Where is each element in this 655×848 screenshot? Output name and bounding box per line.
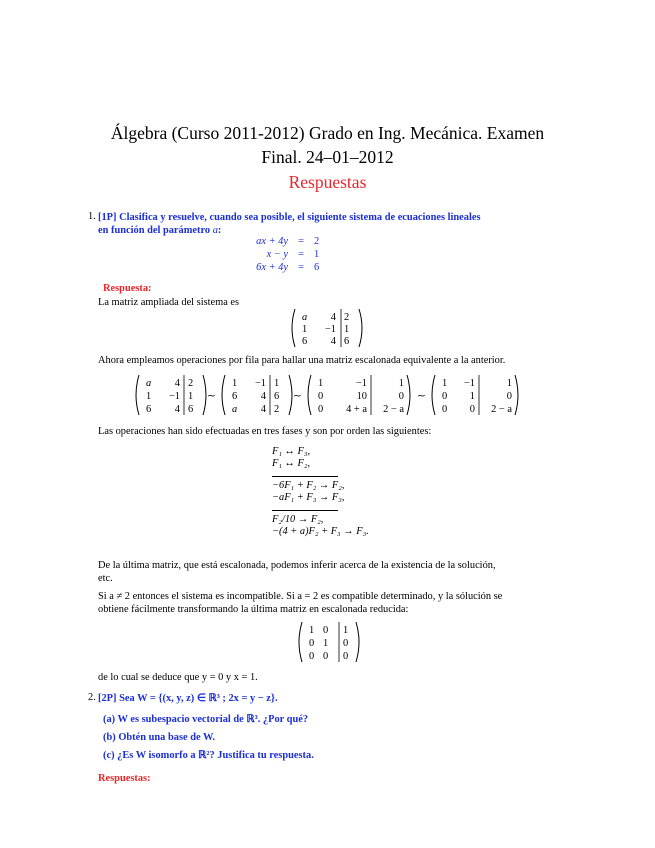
- matrix-cell: 1: [302, 324, 308, 335]
- matrix-cell: 0: [309, 651, 315, 662]
- q1-paragraph-5a: Si a ≠ 2 entonces el sistema es incompatible. Si a = 2 es compatible determinado, y la sólución se: [98, 591, 503, 602]
- q2-item-text: Obtén una base de W.: [118, 732, 216, 743]
- matrix-cell: 0: [323, 651, 329, 662]
- matrix-cell: 6: [274, 391, 280, 402]
- matrix-cell: 4: [260, 391, 266, 402]
- q1-paragraph-5b: obtiene fácilmente transformando la última matriz en escalonada reducida:: [98, 604, 409, 615]
- q2-item-label: (b): [103, 732, 116, 743]
- matrix-cell: 2 − a: [491, 404, 512, 415]
- q1-statement-line1: [98, 211, 481, 224]
- matrix-cell: 1: [318, 378, 324, 389]
- matrix-cell: −1: [168, 391, 180, 402]
- matrix-cell: 1: [274, 378, 280, 389]
- op-line: F₂/10 → F₂,: [272, 514, 324, 525]
- matrix-cell: 1: [309, 625, 315, 636]
- q2-item-a: [103, 713, 308, 726]
- row-operations: [272, 446, 369, 538]
- q1-colon: :: [217, 225, 222, 236]
- q1-tag: [1P]: [98, 212, 117, 223]
- matrix-cell: a: [232, 404, 238, 415]
- op-separator: [272, 510, 338, 511]
- q2-item-c: [103, 749, 314, 762]
- q2-item-text: ¿Es W isomorfo a ℝ²? Justifica tu respuesta.: [117, 750, 314, 761]
- q2-statement: Sea W = {(x, y, z) ∈ ℝ³ ; 2x = y − z}.: [119, 693, 278, 704]
- matrix-cell: 2: [188, 378, 194, 389]
- equation-row: ax + 4y = 2: [256, 236, 320, 247]
- sim-symbol: ∼: [293, 391, 302, 402]
- q2-statement-line: [98, 692, 278, 705]
- reduced-matrix: [296, 620, 362, 668]
- matrix-cell: 0: [323, 625, 329, 636]
- q1-paragraph-1: La matriz ampliada del sistema es: [98, 297, 240, 308]
- matrix-cell: 1: [343, 625, 349, 636]
- matrix-cell: a: [146, 378, 152, 389]
- matrix-m0: [289, 307, 365, 349]
- matrix-cell: 0: [309, 638, 315, 649]
- q1-paragraph-3: Las operaciones han sido efectuadas en tres fases y son por orden las siguientes:: [98, 426, 432, 437]
- matrix-cell: 6: [188, 404, 194, 415]
- equation-system: [226, 235, 326, 274]
- matrix-cell: −1: [355, 378, 367, 389]
- page-title-line1: Álgebra (Curso 2011-2012) Grado en Ing. Mecánica. Examen: [110, 123, 545, 143]
- op-line: −(4 + a)F₂ + F₃ → F₃.: [272, 526, 369, 537]
- matrix-cell: 0: [469, 404, 475, 415]
- q2-number: 2.: [88, 692, 96, 703]
- matrix-m1: [136, 375, 206, 415]
- q1-statement-line2: [98, 224, 221, 237]
- op-line: F₁ ↔ F₃,: [272, 446, 311, 457]
- q1-paragraph-4a: De la última matriz, que está escalonada, podemos inferir acerca de la existencia de la solución,: [98, 560, 496, 571]
- q1-answer-label: Respuesta:: [103, 283, 152, 294]
- matrix-cell: 1: [469, 391, 475, 402]
- matrix-cell: 0: [318, 404, 324, 415]
- matrix-cell: 2 − a: [383, 404, 404, 415]
- matrix-cell: 2: [344, 312, 350, 323]
- q1-statement-text2: en función del parámetro: [98, 225, 211, 236]
- op-line: F₁ ↔ F₂,: [272, 458, 311, 469]
- sim-symbol: ∼: [207, 391, 216, 402]
- page-title-line2: Final. 24–01–2012: [261, 147, 394, 167]
- q1-param: a: [212, 225, 218, 236]
- matrix-cell: −1: [463, 378, 475, 389]
- op-line: −6F₁ + F₂ → F₂,: [272, 480, 345, 491]
- q1-number: 1.: [88, 211, 96, 222]
- matrix-cell: 0: [343, 651, 349, 662]
- matrix-cell: 4 + a: [346, 404, 367, 415]
- matrix-cell: 0: [442, 404, 448, 415]
- matrix-chain: [133, 373, 513, 421]
- matrix-cell: 10: [356, 391, 367, 402]
- matrix-cell: 4: [330, 336, 336, 347]
- q1-paragraph-4b: etc.: [98, 573, 113, 584]
- matrix-cell: 1: [442, 378, 448, 389]
- matrix-cell: 1: [323, 638, 329, 649]
- matrix-cell: 1: [232, 378, 238, 389]
- matrix-cell: 2: [274, 404, 280, 415]
- q2-item-text: W es subespacio vectorial de ℝ³. ¿Por qué?: [117, 714, 309, 725]
- matrix-cell: 4: [260, 404, 266, 415]
- matrix-cell: 6: [302, 336, 308, 347]
- augmented-matrix: [289, 307, 365, 353]
- matrix-cell: 1: [506, 378, 512, 389]
- q1-paragraph-2: Ahora empleamos operaciones por fila para hallar una matriz escalonada equivalente a la anterior.: [98, 355, 506, 366]
- matrix-cell: 1: [398, 378, 404, 389]
- q2-item-label: (a): [103, 714, 116, 725]
- matrix-cell: 6: [146, 404, 152, 415]
- matrix-cell: a: [302, 312, 308, 323]
- equation-row: 6x + 4y = 6: [256, 262, 320, 273]
- matrix-cell: 4: [174, 378, 180, 389]
- matrix-cell: 1: [344, 324, 350, 335]
- matrix-cell: 0: [442, 391, 448, 402]
- matrix-cell: 6: [344, 336, 350, 347]
- matrix-cell: 1: [188, 391, 194, 402]
- matrix-cell: 0: [506, 391, 512, 402]
- matrix-cell: 1: [146, 391, 152, 402]
- matrix-cell: 4: [330, 312, 336, 323]
- matrix-m2: [222, 375, 292, 415]
- matrix-m4: [432, 375, 518, 415]
- matrix-cell: 4: [174, 404, 180, 415]
- matrix-cell: 0: [398, 391, 404, 402]
- q2-item-label: (c): [103, 750, 115, 761]
- op-separator: [272, 476, 338, 477]
- op-line: −aF₁ + F₃ → F₃,: [272, 492, 345, 503]
- matrix-cell: 6: [232, 391, 238, 402]
- matrix-m3: [308, 375, 410, 415]
- matrix-chain-svg: [133, 373, 513, 417]
- matrix-cell: 0: [343, 638, 349, 649]
- q2-answer-label: Respuestas:: [98, 773, 151, 784]
- q1-statement-text1: Clasifica y resuelve, cuando sea posible, el siguiente sistema de ecuaciones lineales: [119, 212, 481, 223]
- matrix-cell: 0: [318, 391, 324, 402]
- sim-symbol: ∼: [417, 391, 426, 402]
- equation-row: x − y = 1: [266, 249, 320, 260]
- q2-tag: [2P]: [98, 693, 117, 704]
- matrix-cell: −1: [324, 324, 336, 335]
- matrix-m5: [296, 620, 362, 664]
- page-subtitle: Respuestas: [288, 172, 367, 192]
- q1-paragraph-6: de lo cual se deduce que y = 0 y x = 1.: [98, 672, 258, 683]
- matrix-cell: −1: [254, 378, 266, 389]
- q2-item-b: [103, 731, 215, 744]
